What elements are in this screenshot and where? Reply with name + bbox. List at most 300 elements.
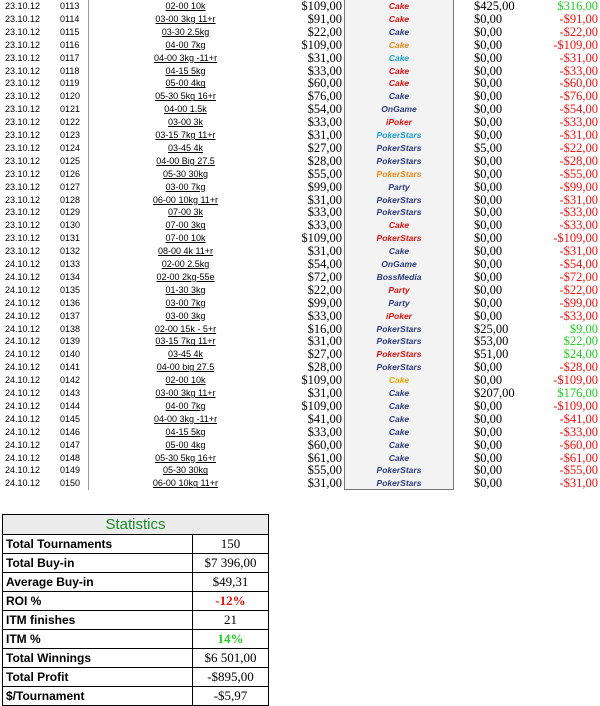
poker-site-cell: Cake	[388, 439, 410, 450]
tournament-description-cell: 03-00 3kg	[165, 310, 206, 321]
statistics-table	[2, 514, 269, 706]
date-cell: 24.10.12	[5, 297, 41, 308]
poker-site-cell: Cake	[388, 400, 410, 411]
buy-in-cell: $33,00	[307, 218, 342, 233]
tournament-description-cell: 06-00 10kg 11+r	[152, 478, 219, 489]
poker-site-cell: Cake	[388, 13, 410, 24]
date-cell: 24.10.12	[5, 271, 41, 282]
date-cell: 23.10.12	[5, 168, 41, 179]
buy-in-cell: $109,00	[301, 373, 342, 388]
buy-in-cell: $31,00	[307, 334, 342, 349]
tournament-description-cell: 03-00 7kg	[165, 181, 206, 192]
tournament-number-cell: 0145	[60, 413, 81, 424]
profit-cell: -$55,00	[559, 166, 598, 181]
profit-cell: -$91,00	[559, 11, 598, 26]
poker-site-cell: PokerStars	[376, 155, 422, 166]
tournament-number-cell: 0134	[60, 271, 81, 282]
tournament-description-cell: 03-00 3kg 11+r	[155, 13, 216, 24]
date-cell: 23.10.12	[5, 155, 41, 166]
date-cell: 23.10.12	[5, 246, 41, 257]
winnings-cell: $0,00	[474, 282, 503, 297]
profit-cell: -$109,00	[553, 231, 598, 246]
buy-in-cell: $91,00	[307, 11, 342, 26]
tournament-description-cell: 05-00 4kg	[165, 439, 206, 450]
tournament-description-cell: 03-00 3kg 11+r	[155, 388, 216, 398]
buy-in-cell: $16,00	[307, 321, 342, 336]
poker-site-cell: Cake	[388, 426, 410, 437]
poker-site-cell: PokerStars	[376, 194, 422, 205]
poker-site-cell: PokerStars	[376, 233, 422, 244]
poker-site-cell: PokerStars	[376, 478, 422, 489]
tournament-number-cell: 0143	[60, 388, 81, 398]
date-cell: 23.10.12	[5, 1, 41, 11]
ledger-row	[0, 116, 600, 129]
poker-site-cell: Cake	[388, 452, 410, 463]
ledger-row	[0, 258, 600, 271]
winnings-cell: $425,00	[474, 0, 515, 13]
date-cell: 24.10.12	[5, 284, 41, 295]
tournament-number-cell: 0137	[60, 310, 81, 321]
statistic-label: Total Buy-in	[3, 554, 193, 573]
tournament-description-cell: 04-00 3kg -11+r	[153, 52, 218, 63]
profit-cell: -$109,00	[553, 373, 598, 388]
buy-in-cell: $28,00	[307, 360, 342, 375]
winnings-cell: $0,00	[474, 450, 503, 465]
winnings-cell: $53,00	[474, 334, 509, 349]
profit-cell: -$33,00	[559, 115, 598, 130]
tournament-description-cell: 03-45 4k	[167, 142, 204, 153]
winnings-cell: $5,00	[474, 140, 503, 155]
poker-site-cell: Cake	[388, 91, 410, 102]
ledger-row	[0, 413, 600, 426]
date-cell: 24.10.12	[5, 413, 41, 424]
buy-in-cell: $31,00	[307, 50, 342, 65]
tournament-description-cell: 02-00 10k	[165, 375, 206, 386]
buy-in-cell: $55,00	[307, 166, 342, 181]
winnings-cell: $0,00	[474, 115, 503, 130]
winnings-cell: $0,00	[474, 179, 503, 194]
profit-cell: -$31,00	[559, 192, 598, 207]
profit-cell: -$33,00	[559, 63, 598, 78]
buy-in-cell: $31,00	[307, 244, 342, 259]
poker-site-cell: PokerStars	[376, 323, 422, 334]
profit-cell: -$54,00	[559, 102, 598, 117]
winnings-cell: $0,00	[474, 102, 503, 117]
poker-site-cell: BossMedia	[376, 271, 422, 282]
statistics-row	[3, 649, 269, 668]
buy-in-cell: $33,00	[307, 424, 342, 439]
buy-in-cell: $41,00	[307, 411, 342, 426]
buy-in-cell: $54,00	[307, 257, 342, 271]
buy-in-cell: $109,00	[301, 37, 342, 52]
tournament-number-cell: 0116	[60, 39, 80, 50]
winnings-cell: $0,00	[474, 437, 503, 452]
poker-site-cell: OnGame	[381, 259, 417, 269]
ledger-row	[0, 297, 600, 310]
date-cell: 23.10.12	[5, 52, 41, 63]
buy-in-cell: $33,00	[307, 308, 342, 323]
tournament-description-cell: 05-30 5kg 16+r	[155, 91, 216, 102]
tournament-description-cell: 03-00 3k	[167, 117, 204, 128]
buy-in-cell: $99,00	[307, 295, 342, 310]
winnings-cell: $0,00	[474, 424, 503, 439]
date-cell: 24.10.12	[5, 349, 41, 360]
buy-in-cell: $99,00	[307, 179, 342, 194]
tournament-number-cell: 0147	[60, 439, 81, 450]
date-cell: 23.10.12	[5, 130, 41, 140]
tournament-description-cell: 04-00 7kg	[165, 400, 206, 411]
ledger-row	[0, 477, 600, 490]
date-cell: 24.10.12	[5, 478, 41, 489]
tournament-description-cell: 07-00 3k	[167, 207, 204, 218]
winnings-cell: $0,00	[474, 128, 503, 142]
poker-site-cell: PokerStars	[376, 207, 422, 218]
poker-site-cell: PokerStars	[376, 130, 422, 140]
poker-site-cell: Cake	[388, 1, 410, 11]
buy-in-cell: $109,00	[301, 0, 342, 13]
tournament-number-cell: 0149	[60, 465, 81, 476]
winnings-cell: $0,00	[474, 398, 503, 413]
statistic-label: Total Winnings	[3, 649, 193, 668]
ledger-row	[0, 284, 600, 297]
ledger-row	[0, 181, 600, 194]
poker-site-cell: Cake	[388, 78, 410, 89]
tournament-description-cell: 02-00 2.5kg	[161, 259, 210, 269]
date-cell: 23.10.12	[5, 104, 41, 115]
profit-cell: -$99,00	[559, 295, 598, 310]
tournament-description-cell: 03-15 7kg 11+r	[155, 130, 216, 140]
date-cell: 23.10.12	[5, 26, 41, 37]
ledger-row	[0, 310, 600, 323]
profit-cell: -$72,00	[559, 269, 598, 284]
statistics-title: Statistics	[3, 515, 269, 535]
statistics-row	[3, 554, 269, 573]
tournament-description-cell: 02-00 10k	[165, 1, 206, 11]
ledger-row	[0, 348, 600, 361]
tournament-number-cell: 0130	[60, 220, 81, 231]
tournament-description-cell: 06-00 10kg 11+r	[152, 194, 219, 205]
ledger-row	[0, 103, 600, 116]
tournament-description-cell: 03-45 4k	[167, 349, 204, 360]
statistic-value: $7 396,00	[193, 554, 269, 573]
ledger-row	[0, 52, 600, 65]
tournament-number-cell: 0117	[60, 52, 80, 63]
ledger-row	[0, 452, 600, 465]
buy-in-cell: $60,00	[307, 76, 342, 91]
profit-cell: -$33,00	[559, 308, 598, 323]
buy-in-cell: $33,00	[307, 205, 342, 220]
buy-in-cell: $31,00	[307, 386, 342, 400]
profit-cell: -$33,00	[559, 424, 598, 439]
profit-cell: -$60,00	[559, 76, 598, 91]
tournament-description-cell: 08-00 4k 11+r	[157, 246, 214, 257]
tournament-description-cell: 04-00 7kg	[165, 39, 206, 50]
tournament-number-cell: 0133	[60, 259, 81, 269]
winnings-cell: $0,00	[474, 166, 503, 181]
tournament-description-cell: 07-00 3kg	[165, 220, 206, 231]
date-cell: 23.10.12	[5, 181, 41, 192]
poker-site-cell: PokerStars	[376, 168, 422, 179]
profit-cell: -$41,00	[559, 411, 598, 426]
buy-in-cell: $22,00	[307, 24, 342, 39]
poker-site-cell: PokerStars	[376, 336, 422, 347]
tournament-number-cell: 0121	[60, 104, 81, 115]
tournament-description-cell: 04-00 3kg -11+r	[153, 413, 218, 424]
poker-site-cell: Cake	[388, 39, 410, 50]
ledger-row	[0, 168, 600, 181]
profit-cell: -$31,00	[559, 244, 598, 259]
poker-site-cell: Cake	[388, 65, 410, 76]
poker-site-cell: OnGame	[381, 104, 417, 115]
ledger-row	[0, 26, 600, 39]
ledger-row	[0, 90, 600, 103]
date-cell: 24.10.12	[5, 452, 41, 463]
tournament-number-cell: 0144	[60, 400, 81, 411]
tournament-description-cell: 01-30 3kg	[165, 284, 206, 295]
ledger-row	[0, 142, 600, 155]
statistics-row	[3, 668, 269, 687]
statistics-row	[3, 630, 269, 649]
statistic-value: -12%	[193, 592, 269, 611]
statistic-value: -$5,97	[193, 687, 269, 706]
ledger-row	[0, 464, 600, 477]
date-cell: 24.10.12	[5, 426, 41, 437]
ledger-row	[0, 400, 600, 413]
date-cell: 24.10.12	[5, 400, 41, 411]
date-cell: 24.10.12	[5, 465, 41, 476]
profit-cell: -$22,00	[559, 24, 598, 39]
ledger-row	[0, 323, 600, 336]
profit-cell: -$99,00	[559, 179, 598, 194]
ledger-row	[0, 13, 600, 26]
buy-in-cell: $109,00	[301, 231, 342, 246]
buy-in-cell: $109,00	[301, 398, 342, 413]
date-cell: 24.10.12	[5, 259, 41, 269]
ledger-row	[0, 232, 600, 245]
winnings-cell: $0,00	[474, 295, 503, 310]
date-cell: 23.10.12	[5, 142, 41, 153]
buy-in-cell: $76,00	[307, 89, 342, 104]
date-cell: 23.10.12	[5, 194, 41, 205]
tournament-number-cell: 0148	[60, 452, 81, 463]
profit-cell: -$28,00	[559, 153, 598, 168]
date-cell: 23.10.12	[5, 220, 41, 231]
tournament-number-cell: 0146	[60, 426, 81, 437]
statistic-value: $49,31	[193, 573, 269, 592]
tournament-number-cell: 0114	[60, 13, 80, 24]
statistic-value: -$895,00	[193, 668, 269, 687]
statistic-label: Total Profit	[3, 668, 193, 687]
winnings-cell: $0,00	[474, 24, 503, 39]
poker-site-cell: Cake	[388, 220, 410, 231]
profit-cell: $176,00	[557, 386, 598, 400]
winnings-cell: $0,00	[474, 192, 503, 207]
tournament-description-cell: 03-15 7kg 11+r	[155, 336, 216, 347]
poker-site-cell: iPoker	[386, 310, 412, 321]
profit-cell: -$31,00	[559, 476, 598, 491]
buy-in-cell: $54,00	[307, 102, 342, 117]
winnings-cell: $0,00	[474, 476, 503, 491]
tournament-number-cell: 0129	[60, 207, 81, 218]
tournament-description-cell: 07-00 10k	[165, 233, 206, 244]
winnings-cell: $0,00	[474, 50, 503, 65]
poker-site-cell: iPoker	[386, 117, 412, 128]
tournament-number-cell: 0113	[60, 1, 80, 11]
winnings-cell: $51,00	[474, 347, 509, 362]
profit-cell: -$31,00	[559, 50, 598, 65]
tournament-number-cell: 0122	[60, 117, 81, 128]
profit-cell: -$54,00	[559, 257, 598, 271]
tournament-description-cell: 03-00 7kg	[165, 297, 206, 308]
date-cell: 24.10.12	[5, 310, 41, 321]
profit-cell: $316,00	[557, 0, 598, 13]
profit-cell: -$22,00	[559, 282, 598, 297]
date-cell: 23.10.12	[5, 91, 41, 102]
date-cell: 23.10.12	[5, 207, 41, 218]
date-cell: 23.10.12	[5, 39, 41, 50]
tournament-description-cell: 04-00 1.5k	[164, 104, 207, 115]
tournament-description-cell: 04-00 big 27.5	[156, 362, 215, 373]
date-cell: 24.10.12	[5, 323, 41, 334]
statistic-label: ITM %	[3, 630, 193, 649]
winnings-cell: $0,00	[474, 89, 503, 104]
winnings-cell: $0,00	[474, 153, 503, 168]
poker-site-cell: Cake	[388, 246, 410, 257]
poker-site-cell: Cake	[388, 388, 410, 398]
statistic-label: $/Tournament	[3, 687, 193, 706]
profit-cell: $24,00	[563, 347, 598, 362]
profit-cell: -$76,00	[559, 89, 598, 104]
ledger-row	[0, 65, 600, 78]
statistic-label: Average Buy-in	[3, 573, 193, 592]
winnings-cell: $0,00	[474, 360, 503, 375]
winnings-cell: $0,00	[474, 463, 503, 478]
tournament-number-cell: 0123	[60, 130, 81, 140]
ledger-row	[0, 77, 600, 90]
statistics-row	[3, 592, 269, 611]
tournament-number-cell: 0124	[60, 142, 81, 153]
buy-in-cell: $31,00	[307, 128, 342, 142]
date-cell: 24.10.12	[5, 362, 41, 373]
tournament-number-cell: 0138	[60, 323, 81, 334]
profit-cell: -$109,00	[553, 37, 598, 52]
poker-site-cell: Cake	[388, 52, 410, 63]
profit-cell: -$31,00	[559, 128, 598, 142]
buy-in-cell: $33,00	[307, 63, 342, 78]
winnings-cell: $0,00	[474, 218, 503, 233]
ledger-row	[0, 194, 600, 207]
tournament-description-cell: 04-00 Big 27.5	[156, 155, 215, 166]
ledger-row	[0, 387, 600, 400]
tournament-number-cell: 0141	[60, 362, 81, 373]
poker-site-cell: PokerStars	[376, 349, 422, 360]
tournament-number-cell: 0136	[60, 297, 81, 308]
date-cell: 23.10.12	[5, 13, 41, 24]
statistics-row	[3, 535, 269, 554]
tournament-number-cell: 0125	[60, 155, 81, 166]
statistic-value: 21	[193, 611, 269, 630]
profit-cell: -$22,00	[559, 140, 598, 155]
tournament-description-cell: 02-00 2kg-55e	[156, 271, 215, 282]
tournament-description-cell: 05-00 4kg	[165, 78, 206, 89]
ledger-row	[0, 426, 600, 439]
ledger-row	[0, 361, 600, 374]
buy-in-cell: $27,00	[307, 347, 342, 362]
ledger-row	[0, 155, 600, 168]
tournament-number-cell: 0126	[60, 168, 81, 179]
winnings-cell: $0,00	[474, 411, 503, 426]
winnings-cell: $0,00	[474, 76, 503, 91]
buy-in-cell: $33,00	[307, 115, 342, 130]
profit-cell: -$28,00	[559, 360, 598, 375]
ledger-row	[0, 439, 600, 452]
tournament-number-cell: 0128	[60, 194, 81, 205]
buy-in-cell: $27,00	[307, 140, 342, 155]
tournament-number-cell: 0140	[60, 349, 81, 360]
profit-cell: -$61,00	[559, 450, 598, 465]
profit-cell: -$55,00	[559, 463, 598, 478]
statistic-label: Total Tournaments	[3, 535, 193, 554]
date-cell: 23.10.12	[5, 78, 41, 89]
buy-in-cell: $28,00	[307, 153, 342, 168]
tournament-number-cell: 0135	[60, 284, 81, 295]
profit-cell: $22,00	[563, 334, 598, 349]
statistic-value: 14%	[193, 630, 269, 649]
poker-site-cell: Party	[388, 181, 410, 192]
statistics-row	[3, 573, 269, 592]
poker-site-cell: Cake	[388, 26, 410, 37]
winnings-cell: $0,00	[474, 11, 503, 26]
ledger-row	[0, 129, 600, 142]
winnings-cell: $0,00	[474, 63, 503, 78]
poker-site-cell: Cake	[388, 413, 410, 424]
poker-site-cell: PokerStars	[376, 465, 422, 476]
buy-in-cell: $22,00	[307, 282, 342, 297]
winnings-cell: $0,00	[474, 244, 503, 259]
tournament-number-cell: 0127	[60, 181, 81, 192]
date-cell: 23.10.12	[5, 233, 41, 244]
ledger-row	[0, 0, 600, 13]
winnings-cell: $25,00	[474, 321, 509, 336]
tournament-description-cell: 03-30 2.5kg	[161, 26, 210, 37]
tournament-description-cell: 02-00 15k - 5+r	[154, 323, 217, 334]
statistics-row	[3, 687, 269, 706]
poker-site-cell: Party	[388, 284, 410, 295]
profit-cell: -$33,00	[559, 205, 598, 220]
tournament-description-cell: 05-30 30kg	[162, 465, 209, 476]
profit-cell: -$109,00	[553, 398, 598, 413]
winnings-cell: $0,00	[474, 231, 503, 246]
tournament-number-cell: 0119	[60, 78, 80, 89]
date-cell: 23.10.12	[5, 65, 41, 76]
winnings-cell: $0,00	[474, 373, 503, 388]
winnings-cell: $0,00	[474, 205, 503, 220]
tournament-number-cell: 0115	[60, 26, 80, 37]
tournament-description-cell: 04-15 5kg	[165, 426, 206, 437]
tournament-number-cell: 0150	[60, 478, 81, 489]
tournament-number-cell: 0132	[60, 246, 81, 257]
statistic-value: 150	[193, 535, 269, 554]
statistics-row	[3, 611, 269, 630]
ledger-row	[0, 245, 600, 258]
statistic-value: $6 501,00	[193, 649, 269, 668]
buy-in-cell: $55,00	[307, 463, 342, 478]
winnings-cell: $0,00	[474, 37, 503, 52]
tournament-description-cell: 05-30 30kg	[162, 168, 209, 179]
ledger-row	[0, 39, 600, 52]
tournament-description-cell: 04-15 5kg	[165, 65, 206, 76]
buy-in-cell: $61,00	[307, 450, 342, 465]
